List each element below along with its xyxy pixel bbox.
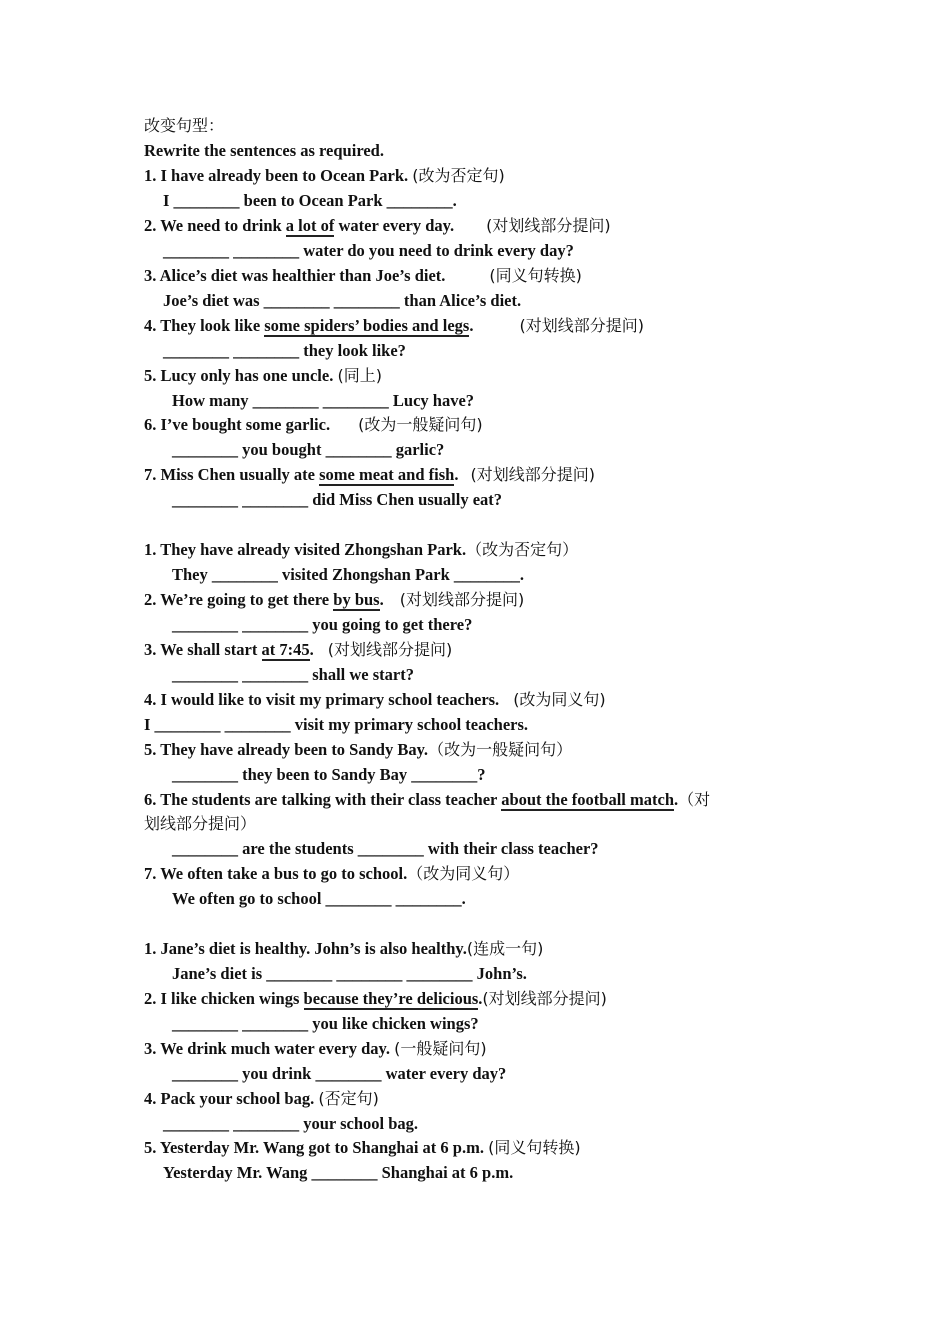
s3-q2-note: (对划线部分提问)	[482, 989, 607, 1008]
s2-q1: 1. They have already visited Zhongshan Park.（改为否定句）	[144, 540, 579, 559]
s1-q7-note: (对划线部分提问)	[470, 465, 595, 484]
s2-q5: 5. They have already been to Sandy Bay.（改为一般疑问句）	[144, 740, 573, 759]
s2-q6-note-b: 划线部分提问）	[144, 814, 257, 833]
s2-q2-underlined: by bus	[333, 590, 380, 609]
s2-q2-answer: ________ ________ you going to get there?	[172, 615, 473, 634]
s3-q3-note: (一般疑问句)	[394, 1039, 487, 1058]
s3-q3: 3. We drink much water every day. (一般疑问句)	[144, 1039, 487, 1058]
s2-q2-note: (对划线部分提问)	[399, 590, 525, 609]
s2-q1-note: （改为否定句）	[466, 540, 579, 559]
s2-q5-note: （改为一般疑问句）	[428, 740, 573, 759]
s1-q2-underlined: a lot of	[285, 216, 335, 235]
s1-q4: 4. They look like some spiders’ bodies and legs. (对划线部分提问)	[144, 316, 644, 335]
s3-q5-note: (同义句转换)	[488, 1138, 581, 1157]
s2-q1-answer: They ________ visited Zhongshan Park ________.	[172, 565, 525, 584]
s1-q4-note: (对划线部分提问)	[519, 316, 644, 335]
s2-q3-underlined: at 7:45	[261, 640, 310, 659]
s3-q1-answer: Jane’s diet is ________ ________ ________ John’s.	[172, 964, 527, 983]
heading-en: Rewrite the sentences as required.	[144, 141, 384, 160]
s2-q7-note: （改为同义句）	[407, 864, 520, 883]
s1-q1-answer: I ________ been to Ocean Park ________.	[163, 191, 457, 210]
s2-q3: 3. We shall start at 7:45. (对划线部分提问)	[144, 640, 453, 659]
s1-q7: 7. Miss Chen usually ate some meat and fish. (对划线部分提问)	[144, 465, 595, 484]
s3-q1-note: (连成一句)	[466, 939, 544, 958]
s3-q4-note: (否定句)	[318, 1089, 379, 1108]
s2-q6-underlined: about the football match	[501, 790, 674, 809]
s3-q2: 2. I like chicken wings because they’re delicious.(对划线部分提问)	[144, 989, 607, 1008]
s1-q3-answer: Joe’s diet was ________ ________ than Alice’s diet.	[163, 291, 522, 310]
s2-q6-note-a: （对	[678, 790, 711, 809]
s1-q2-note: (对划线部分提问)	[486, 216, 611, 235]
s2-q3-answer: ________ ________ shall we start?	[172, 665, 414, 684]
s1-q4-underlined: some spiders’ bodies and legs	[264, 316, 470, 335]
s1-q7-underlined: some meat and fish	[319, 465, 455, 484]
s2-q4-answer: I ________ ________ visit my primary school teachers.	[144, 715, 529, 734]
s1-q6-answer: ________ you bought ________ garlic?	[172, 440, 445, 459]
s2-q6-answer: ________ are the students ________ with their class teacher?	[172, 839, 599, 858]
s3-q5-answer: Yesterday Mr. Wang ________ Shanghai at 6 p.m.	[163, 1163, 514, 1182]
s2-q7: 7. We often take a bus to go to school.（改为同义句）	[144, 864, 520, 883]
s1-q1-note: (改为否定句)	[412, 166, 505, 185]
s2-q7-answer: We often go to school ________ ________.	[172, 889, 466, 908]
s3-q2-answer: ________ ________ you like chicken wings?	[172, 1014, 479, 1033]
s2-q3-note: (对划线部分提问)	[327, 640, 453, 659]
s1-q6-note: (改为一般疑问句)	[358, 415, 483, 434]
s3-q3-answer: ________ you drink ________ water every day?	[172, 1064, 507, 1083]
s1-q5-note: (同上)	[337, 366, 382, 385]
s1-q1: 1. I have already been to Ocean Park. (改为否定句)	[144, 166, 505, 185]
s3-q4: 4. Pack your school bag. (否定句)	[144, 1089, 379, 1108]
s1-q2-answer: ________ ________ water do you need to drink every day?	[163, 241, 574, 260]
s2-q5-answer: ________ they been to Sandy Bay ________?	[172, 765, 486, 784]
s1-q5-answer: How many ________ ________ Lucy have?	[172, 391, 475, 410]
s1-q5: 5. Lucy only has one uncle. (同上)	[144, 366, 382, 385]
s1-q3: 3. Alice’s diet was healthier than Joe’s diet. (同义句转换)	[144, 266, 582, 285]
s3-q5: 5. Yesterday Mr. Wang got to Shanghai at 6 p.m. (同义句转换)	[144, 1138, 581, 1157]
s1-q6: 6. I’ve bought some garlic. (改为一般疑问句)	[144, 415, 483, 434]
s2-q4-note: (改为同义句)	[513, 690, 606, 709]
s3-q1: 1. Jane’s diet is healthy. John’s is also healthy.(连成一句)	[144, 939, 544, 958]
s2-q2: 2. We’re going to get there by bus. (对划线部分提问)	[144, 590, 525, 609]
s3-q2-underlined: because they’re delicious	[303, 989, 479, 1008]
s1-q3-note: (同义句转换)	[489, 266, 582, 285]
s3-q4-answer: ________ ________ your school bag.	[163, 1114, 419, 1133]
s1-q7-answer: ________ ________ did Miss Chen usually eat?	[172, 490, 503, 509]
s2-q6: 6. The students are talking with their class teacher about the football match.（对	[144, 790, 711, 809]
s2-q4: 4. I would like to visit my primary school teachers. (改为同义句)	[144, 690, 606, 709]
heading-cn: 改变句型：	[144, 116, 225, 135]
s1-q4-answer: ________ ________ they look like?	[163, 341, 406, 360]
s1-q2: 2. We need to drink a lot of water every day. (对划线部分提问)	[144, 216, 611, 235]
